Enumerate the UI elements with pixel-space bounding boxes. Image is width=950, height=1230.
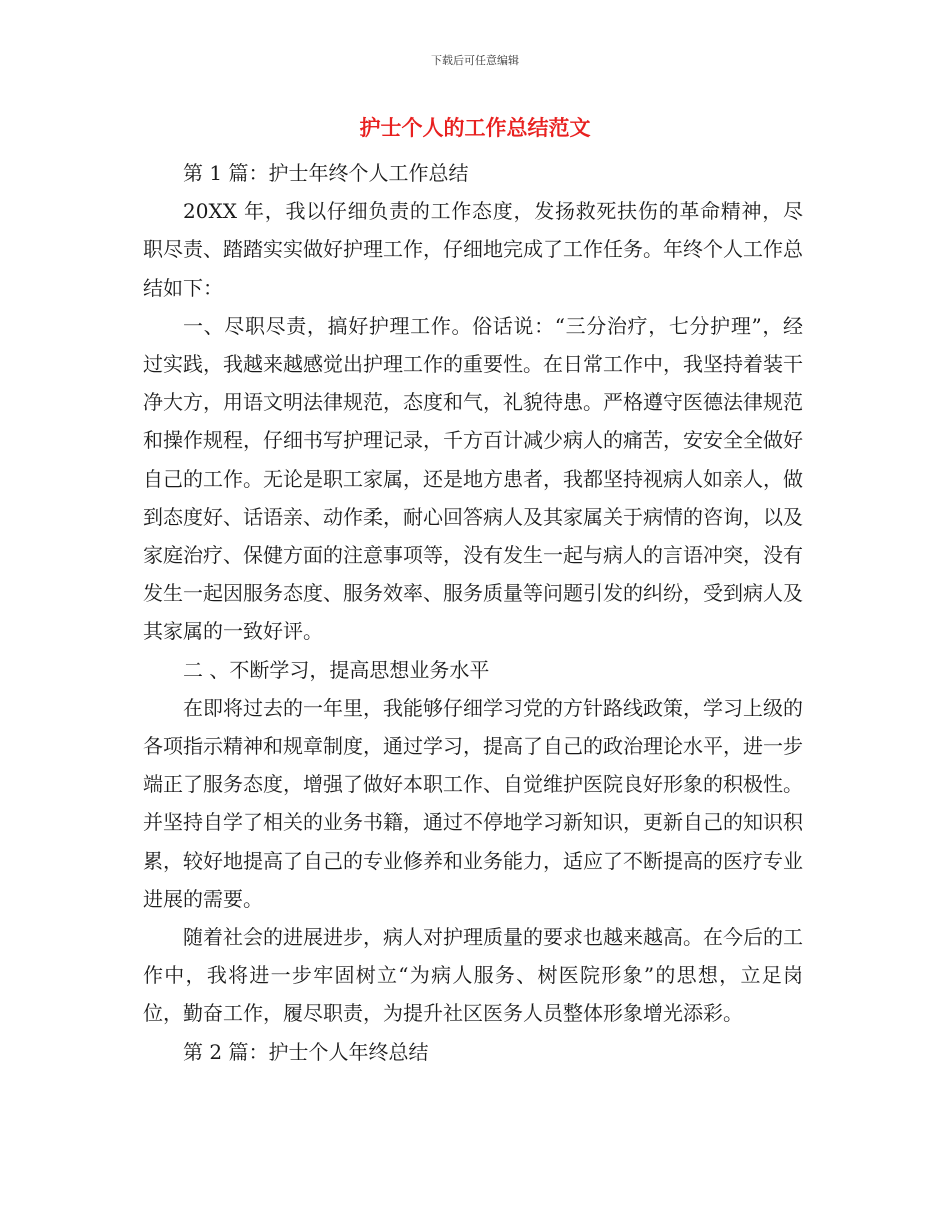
section-heading-2: 第 2 篇：护士个人年终总结 [183,1039,429,1064]
body-paragraph: 在即将过去的一年里，我能够仔细学习党的方针路线政策，学习上级的各项指示精神和规章制度，通过学习，提高了自己的政治理论水平，进一步端正了服务态度，增强了做好本职工作、自觉维护医院良好形象的积极性。并坚持自学了相关的业务书籍，通过不停地学习新知识，更新自己的知识积累，较好地提高了自己的专业修养和业务能力，适应了不断提高的医疗专业进展的需要。 [143,695,803,911]
section-heading-1: 第 1 篇：护士年终个人工作总结 [183,161,469,185]
subsection-heading: 二 、不断学习，提高思想业务水平 [183,657,490,682]
body-paragraph: 20XX 年，我以仔细负责的工作态度，发扬救死扶伤的革命精神，尽职尽责、踏踏实实做好护理工作，仔细地完成了工作任务。年终个人工作总结如下： [143,199,803,300]
header-note: 下载后可任意编辑 [431,54,519,67]
body-paragraph: 随着社会的进展进步，病人对护理质量的要求也越来越高。在今后的工作中，我将进一步牢固树立“为病人服务、树医院形象”的思想，立足岗位，勤奋工作，履尽职责，为提升社区医务人员整体形象增光添彩。 [143,925,803,1026]
document-title: 护士个人的工作总结范文 [359,116,591,140]
document-body [143,154,803,1071]
body-paragraph: 一、尽职尽责，搞好护理工作。俗话说：“三分治疗，七分护理”，经过实践，我越来越感觉出护理工作的重要性。在日常工作中，我坚持着装干净大方，用语文明法律规范，态度和气，礼貌待患。严格遵守医德法律规范和操作规程，仔细书写护理记录，千方百计减少病人的痛苦，安安全全做好自己的工作。无论是职工家属，还是地方患者，我都坚持视病人如亲人，做到态度好、话语亲、动作柔，耐心回答病人及其家属关于病情的咨询，以及家庭治疗、保健方面的注意事项等，没有发生一起与病人的言语冲突，没有发生一起因服务态度、服务效率、服务质量等问题引发的纠纷，受到病人及其家属的一致好评。 [143,313,803,644]
